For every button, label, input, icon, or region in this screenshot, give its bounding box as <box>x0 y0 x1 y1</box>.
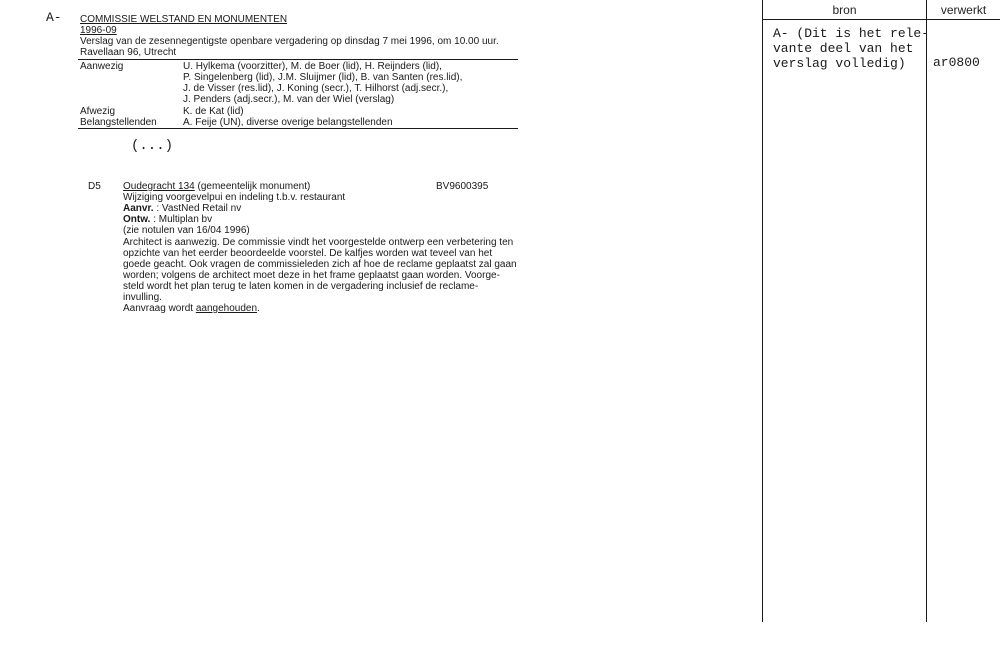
decision-word: aangehouden <box>195 303 258 314</box>
table-column-divider <box>926 0 927 622</box>
absent-label: Afwezig <box>80 106 116 117</box>
source-note-line: vante deel van het <box>773 41 914 56</box>
attendance-divider <box>78 128 518 129</box>
item-decision <box>123 303 260 314</box>
decision-suffix: . <box>257 303 260 314</box>
item-applicant <box>123 203 241 214</box>
table-header-divider <box>762 19 1000 20</box>
column-header-source: bron <box>832 3 857 17</box>
meeting-address: Ravellaan 96, Utrecht <box>80 47 177 58</box>
committee-title: COMMISSIE WELSTAND EN MONUMENTEN <box>80 14 288 25</box>
interested-value: A. Feije (UN), diverse overige belangstellenden <box>183 117 393 128</box>
item-body-line: goede geacht. Ook vragen de commissieleden zich af hoe de reclame geplaatst zal gaan <box>123 259 517 270</box>
processed-code: ar0800 <box>933 55 980 70</box>
present-line: U. Hylkema (voorzitter), M. de Boer (lid), H. Reijnders (lid), <box>183 61 442 72</box>
decision-prefix: Aanvraag wordt <box>123 303 196 314</box>
source-note-line: verslag volledig) <box>773 56 906 71</box>
item-location-note: (gemeentelijk monument) <box>197 181 311 192</box>
item-body-line: invulling. <box>123 292 162 303</box>
item-body-line: worden; volgens de architect moet deze in het frame geplaatst gaan worden. Voorge- <box>123 270 500 281</box>
present-line: J. Penders (adj.secr.), M. van der Wiel (verslag) <box>183 94 395 105</box>
item-body-line: Architect is aanwezig. De commissie vindt het voorgestelde ontwerp een verbetering ten <box>123 237 514 248</box>
item-reference: BV9600395 <box>436 181 489 192</box>
item-code: D5 <box>88 181 101 192</box>
item-location: Oudegracht 134 <box>123 181 195 192</box>
item-designer <box>123 214 212 225</box>
column-header-processed: verwerkt <box>940 3 987 17</box>
present-line: J. de Visser (res.lid), J. Koning (secr.), T. Hilhorst (adj.secr.), <box>183 83 449 94</box>
table-left-border <box>762 0 763 622</box>
designer-value: : Multiplan bv <box>153 214 213 225</box>
document-marker: A- <box>46 10 62 25</box>
omission-ellipsis: (...) <box>131 138 174 154</box>
present-label: Aanwezig <box>80 61 124 72</box>
interested-label: Belangstellenden <box>80 117 157 128</box>
designer-label: Ontw. <box>123 214 151 225</box>
report-line: Verslag van de zesennegentigste openbare vergadering op dinsdag 7 mei 1996, om 10.00 uur. <box>80 36 499 47</box>
item-body-line: steld wordt het plan terug te laten komen in de vergadering inclusief de reclame- <box>123 281 479 292</box>
meeting-number: 1996-09 <box>80 25 117 36</box>
header-divider <box>78 59 518 60</box>
applicant-value: : VastNed Retail nv <box>156 203 242 214</box>
absent-value: K. de Kat (lid) <box>183 106 244 117</box>
item-body-line: opzichte van het eerder beoordeelde voorstel. De kalfjes worden wat teveel van het <box>123 248 493 259</box>
present-line: P. Singelenberg (lid), J.M. Sluijmer (lid), B. van Santen (res.lid), <box>183 72 463 83</box>
source-note-line: A- (Dit is het rele- <box>773 26 930 41</box>
applicant-label: Aanvr. <box>123 203 154 214</box>
item-location-line <box>123 181 310 192</box>
item-description: Wijziging voorgevelpui en indeling t.b.v. restaurant <box>123 192 346 203</box>
item-notes-ref: (zie notulen van 16/04 1996) <box>123 225 250 236</box>
